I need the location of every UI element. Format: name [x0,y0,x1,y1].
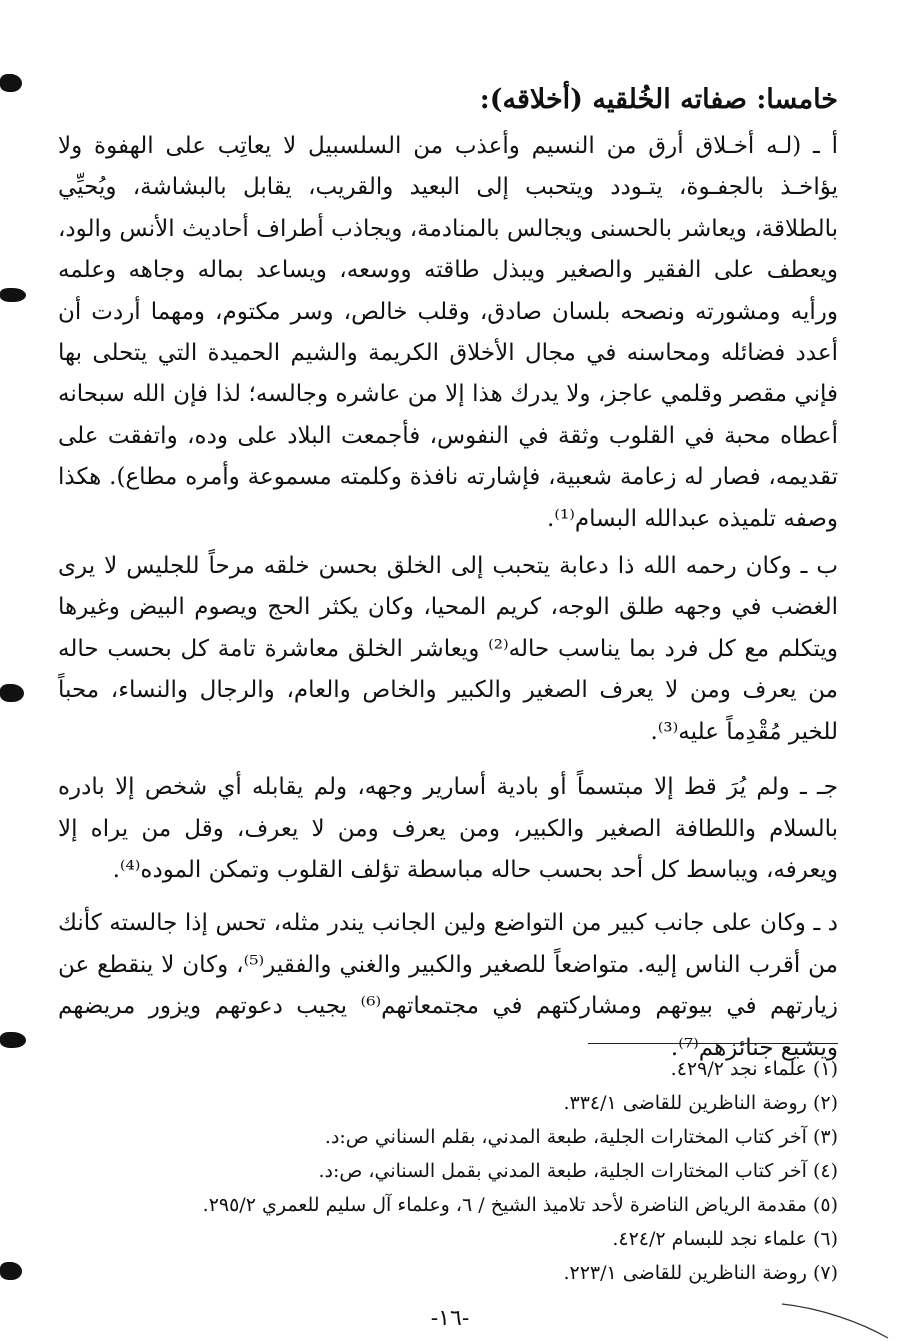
binding-mark [0,1262,22,1280]
page-curl-line [780,1300,890,1340]
paragraph-c: جـ ـ ولم يُرَ قط إلا مبتسماً أو بادية أسارير وجهه، ولم يقابله أي شخص إلا بادره بالسلام واللطافة الصغير والكبير، ومن يعرف ومن لا يعرف، وقل من يراه إلا ويعرفه، ويباسط كل أحد بحسب حاله مباسطة تؤلف القلوب وتمكن الموده⁽⁴⁾. [58,774,838,883]
footnote-6: (٦) علماء نجد للبسام ٤٢٤/٢. [612,1228,838,1250]
binding-mark [0,74,22,92]
page-number: -١٦- [430,1306,470,1331]
section-heading: خامسا: صفاته الخُلقيه (أخلاقه): [479,84,838,115]
body-text [58,126,838,1075]
footnote-3: (٣) آخر كتاب المختارات الجلية، طبعة المدني، بقلم السناني ص:د. [324,1126,838,1148]
footnote-2: (٢) روضة الناظرين للقاضى ٣٣٤/١. [563,1092,838,1114]
footnote-1: (١) علماء نجد ٤٢٩/٢. [670,1058,838,1080]
footnote-7: (٧) روضة الناظرين للقاضى ٢٢٣/١. [563,1262,838,1284]
paragraph-a: أ ـ (لـه أخـلاق أرق من النسيم وأعذب من السلسبيل لا يعاتِب على الهفوة ولا يؤاخـذ بالجفـوة، يتـودد ويتحبب إلى البعيد والقريب، يقابل بالبشاشة، ويُحيِّي بالطلاقة، ويعاشر بالحسنى ويجالس بالمنادمة، ويجاذب أطراف أحاديث الأنس والود، ويعطف على الفقير والصغير ويبذل طاقته ووسعه، ويساعد بماله وجاهه وعلمه ورأيه ومشورته ونصحه بلسان صادق، وقلب خالص، وسر مكتوم، ومهما أردت أن أعدد فضائله ومحاسنه في مجال الأخلاق الكريمة والشيم الحميدة التي يتحلى بها فإني مقصر وقلمي عاجز، ولا يدرك هذا إلا من عاشره وجالسه؛ لذا فإن الله سبحانه أعطاه محبة في القلوب وثقة في النفوس، فأجمعت البلاد على وده، واتفقت على تقديمه، فصار له زعامة شعبية، فإشارته نافذة وكلمته مسموعة وأمره مطاع). هكذا وصفه تلميذه عبدالله البسام⁽¹⁾. [58,133,838,532]
footnote-4: (٤) آخر كتاب المختارات الجلية، طبعة المدني بقمل السناني، ص:د. [318,1160,838,1182]
paragraph-b: ب ـ وكان رحمه الله ذا دعابة يتحبب إلى الخلق بحسن خلقه مرحاً للجليس لا يرى الغضب في وجهه طلق الوجه، كريم المحيا، وكان يكثر الحج ويصوم البيض وغيرها ويتكلم مع كل فرد بما يناسب حاله⁽²⁾ ويعاشر الخلق معاشرة تامة كل بحسب حاله من يعرف ومن لا يعرف الصغير والكبير والخاص والعام، والرجال والنساء، محباً للخير مُقْدِماً عليه⁽³⁾. [58,553,838,745]
binding-mark [0,684,24,702]
binding-mark [0,288,26,302]
footnote-5: (٥) مقدمة الرياض الناضرة لأحد تلاميذ الشيخ / ٦، وعلماء آل سليم للعمري ٢٩٥/٢. [202,1194,838,1216]
paragraph-d: د ـ وكان على جانب كبير من التواضع ولين الجانب يندر مثله، تحس إذا جالسته كأنك من أقرب الناس إليه. متواضعاً للصغير والكبير والغني والفقير⁽⁵⁾، وكان لا ينقطع عن زيارتهم في بيوتهم ومشاركتهم في مجتمعاتهم⁽⁶⁾ يجيب دعوتهم ويزور مريضهم ويشيع جنائزهم⁽⁷⁾. [58,910,838,1061]
footnotes [58,1052,838,1290]
binding-mark [0,1032,26,1048]
footnote-separator [588,1043,838,1044]
